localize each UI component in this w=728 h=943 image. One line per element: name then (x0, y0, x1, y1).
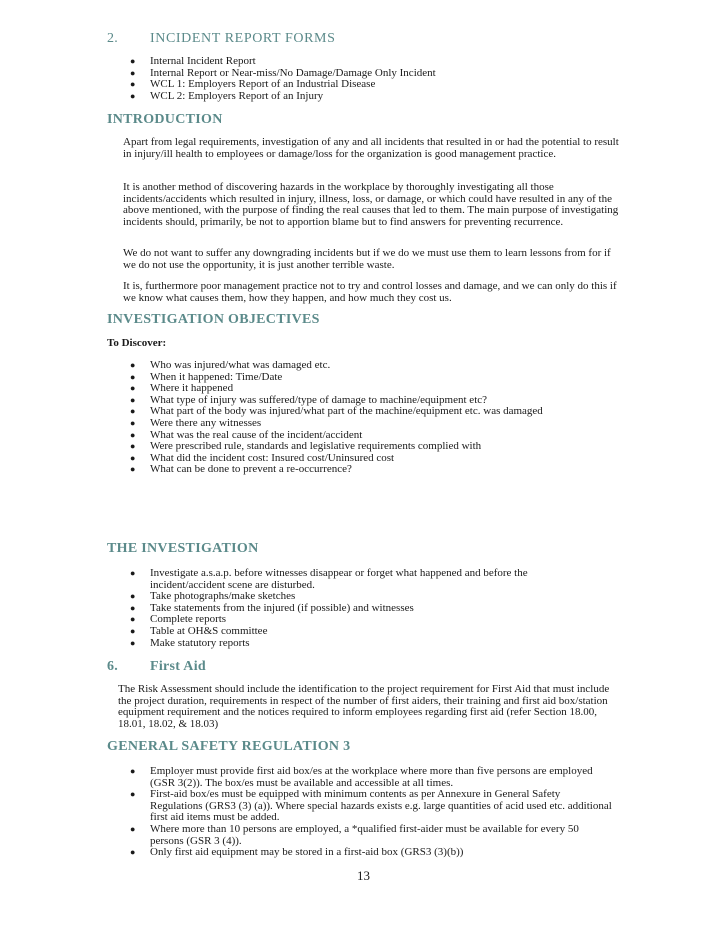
investigation-list (130, 567, 600, 649)
list-item: ● Where it happened (130, 382, 234, 395)
list-item: ● What part of the body was injured/what part of the machine/equipment etc. was damaged (130, 405, 543, 418)
section-6-number: 6. (107, 659, 119, 674)
gsr3-heading: GENERAL SAFETY REGULATION 3 (107, 739, 351, 754)
to-discover-label: To Discover: (107, 337, 167, 349)
list-item: ● Complete reports (130, 613, 227, 626)
intro-paragraph-4: It is, furthermore poor management practice not to try and control losses and damage, and we can only do this if we know what causes them, how they happen, and how much they cost us. (123, 280, 617, 304)
list-item: ● WCL 2: Employers Report of an Injury (130, 89, 324, 102)
first-aid-paragraph: The Risk Assessment should include the identification to the project requirement for First Aid that must include the project duration, requirements in respect of the number of first aiders, their training and first aid box/station equipment requirement and the notices required to inform employees regarding first aid (refer Section 18.00, 18.01, 18.02, & 18.03) (118, 683, 610, 730)
list-item: ● What can be done to prevent a re-occurrence? (130, 463, 352, 476)
list-item: ● Take photographs/make sketches (130, 590, 296, 603)
list-item: ● Internal Incident Report (130, 55, 256, 67)
intro-paragraph-3: We do not want to suffer any downgrading incidents but if we do we must use them to learn lessons from for if we do not use the opportunity, it is just another terrible waste. (123, 247, 611, 271)
list-item: ● Investigate a.s.a.p. before witnesses disappear or forget what happened and before the incident/accident scene are disturbed. (130, 567, 528, 591)
list-item: ● Were prescribed rule, standards and legislative requirements complied with (130, 440, 482, 453)
list-item: ● Employer must provide first aid box/es at the workplace where more than five persons are employed (GSR 3(2)). The box/es must be available and accessible at all times. (130, 765, 593, 789)
gsr3-list (130, 765, 612, 859)
list-item: ● What did the incident cost: Insured cost/Uninsured cost (130, 451, 395, 464)
intro-paragraph-2: It is another method of discovering hazards in the workplace by thoroughly investigating all those incidents/accidents which resulted in injury, illness, loss, or damage, or which could have resulted in any of the above mentioned, with the purpose of finding the real causes that led to them. The main purpose of investigating incidents should, primarily, be not to apportion blame but to find answers for preventing recurrence. (123, 181, 619, 228)
list-item: ● Take statements from the injured (if possible) and witnesses (130, 601, 414, 614)
section-6-title: First Aid (150, 659, 206, 674)
section-2-number: 2. (107, 31, 119, 46)
objectives-heading: INVESTIGATION OBJECTIVES (107, 312, 320, 327)
list-item: ● WCL 1: Employers Report of an Industrial Disease (130, 78, 376, 91)
list-item: ● What type of injury was suffered/type of damage to machine/equipment etc? (130, 393, 488, 406)
incident-forms-list (130, 55, 650, 102)
list-item: ● Only first aid equipment may be stored in a first-aid box (GRS3 (3)(b)) (130, 846, 464, 859)
list-item: ● Were there any witnesses (130, 416, 262, 429)
list-item: ● Who was injured/what was damaged etc. (130, 359, 331, 371)
list-item: ● When it happened: Time/Date (130, 370, 283, 383)
investigation-heading: THE INVESTIGATION (107, 541, 259, 556)
list-item: ● Where more than 10 persons are employed, a *qualified first-aider must be available for every 50 persons (GSR 3 (4)). (130, 822, 579, 847)
intro-paragraph-1: Apart from legal requirements, investigation of any and all incidents that resulted in or had the potential to result in injury/ill health to employees or damage/loss for the organization is good management practice. (123, 136, 619, 160)
introduction-heading: INTRODUCTION (107, 112, 223, 127)
list-item: ● What was the real cause of the incident/accident (130, 428, 363, 441)
objectives-list (130, 359, 650, 476)
list-item: ● Make statutory reports (130, 636, 250, 649)
section-2-title: INCIDENT REPORT FORMS (150, 31, 336, 46)
list-item: ● Table at OH&S committee (130, 624, 268, 637)
page-number: 13 (357, 868, 370, 883)
list-item: ● Internal Report or Near-miss/No Damage/Damage Only Incident (130, 66, 436, 79)
list-item: ● First-aid box/es must be equipped with minimum contents as per Annexure in General Safety Regulations (GRS3 (3) (a)). Where special hazards exists e.g. large quantities of acid used etc. additional first aid items must be added. (130, 788, 612, 824)
